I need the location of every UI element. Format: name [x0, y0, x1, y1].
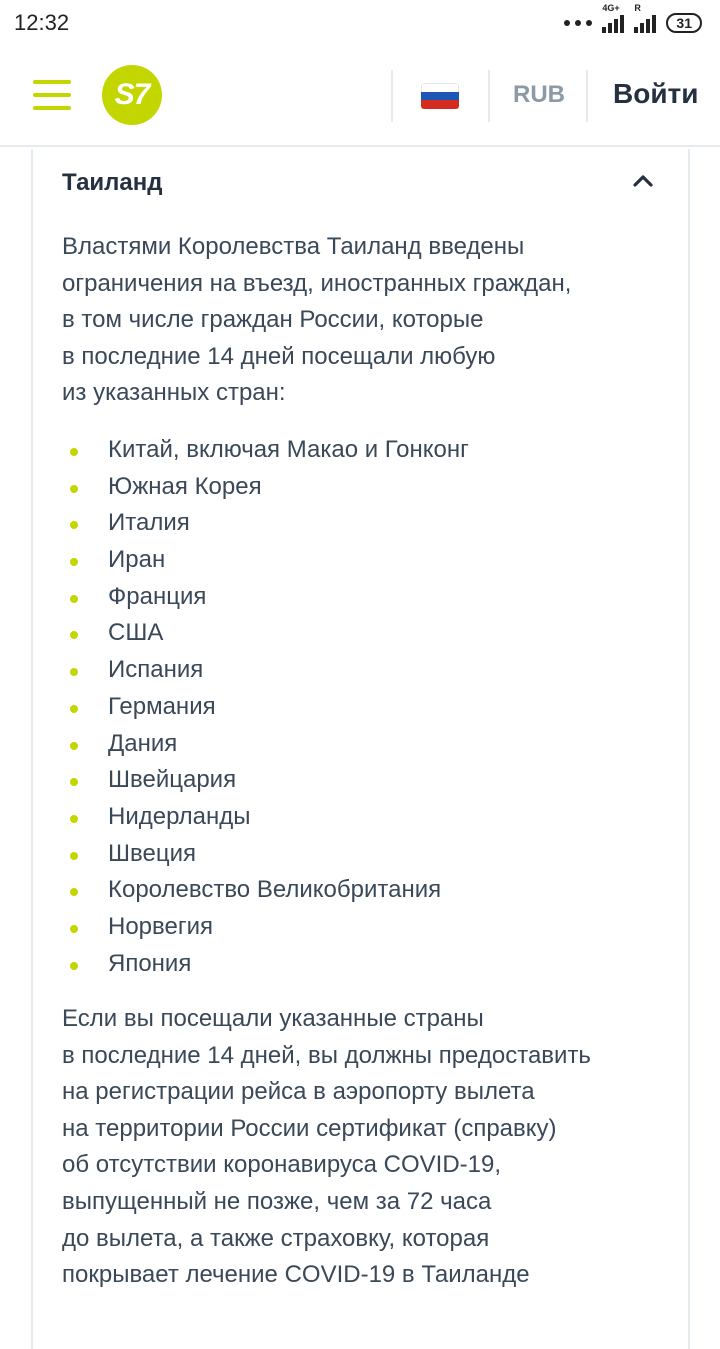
bullet-icon	[70, 742, 78, 750]
bullet-icon	[70, 521, 78, 529]
list-item	[62, 909, 469, 946]
list-item	[62, 836, 469, 873]
russian-flag-icon[interactable]	[421, 83, 459, 109]
outro-text: Если вы посещали указанные страны в последние 14 дней, вы должны предоставить на регистрации рейса в аэропорту вылета на территории России сертификат (справку) об отсутствии коронавируса COVID-19, выпущенный не позже, чем за 72 часа до вылета, а также страховку, которая покрывает лечение COVID-19 в Таиланде	[62, 1005, 591, 1289]
list-item	[62, 579, 469, 616]
list-item	[62, 652, 469, 689]
list-item	[62, 762, 469, 799]
country-name: Нидерланды	[108, 802, 251, 830]
signal-roaming-icon: R	[634, 13, 656, 33]
signal-4g-icon: 4G+	[602, 13, 624, 33]
bullet-icon	[70, 962, 78, 970]
bullet-icon	[70, 668, 78, 676]
status-time: 12:32	[14, 10, 70, 35]
list-item	[62, 726, 469, 763]
intro-text: Властями Королевства Таиланд введены ограничения на въезд, иностранных граждан, в том числе граждан России, которые в последние 14 дней посещали любую из указанных стран:	[62, 233, 572, 407]
divider	[391, 70, 393, 122]
bullet-icon	[70, 595, 78, 603]
chevron-up-icon[interactable]	[629, 171, 657, 191]
list-item	[62, 689, 469, 726]
battery-level: 31	[676, 15, 692, 31]
bullet-icon	[70, 778, 78, 786]
country-name: Швеция	[108, 839, 196, 867]
country-name: США	[108, 619, 164, 647]
country-name: Королевство Великобритания	[108, 876, 442, 904]
country-name: Южная Корея	[108, 472, 262, 500]
list-item	[62, 505, 469, 542]
accordion-title[interactable]: Таиланд	[62, 169, 163, 196]
bullet-icon	[70, 815, 78, 823]
status-bar	[0, 0, 720, 46]
login-button[interactable]: Войти	[613, 78, 699, 109]
country-name: Швейцария	[108, 766, 237, 794]
country-name: Иран	[108, 546, 166, 574]
bullet-icon	[70, 558, 78, 566]
country-list	[62, 432, 469, 982]
bullet-icon	[70, 852, 78, 860]
app-header	[0, 46, 720, 147]
currency-selector[interactable]: RUB	[513, 81, 565, 108]
country-name: Испания	[108, 656, 204, 684]
country-name: Дания	[108, 729, 178, 757]
divider	[488, 70, 490, 122]
country-name: Китай, включая Макао и Гонконг	[108, 436, 469, 463]
country-name: Норвегия	[108, 912, 214, 940]
battery-icon	[666, 13, 702, 33]
country-name: Германия	[108, 692, 216, 720]
country-name: Италия	[108, 509, 190, 537]
s7-logo[interactable]	[102, 65, 162, 125]
bullet-icon	[70, 888, 78, 896]
status-icons	[564, 3, 702, 33]
list-item	[62, 469, 469, 506]
country-accordion	[31, 149, 690, 1349]
list-item	[62, 615, 469, 652]
country-name: Япония	[108, 949, 192, 977]
divider	[586, 70, 588, 122]
bullet-icon	[70, 705, 78, 713]
menu-icon[interactable]	[33, 80, 71, 110]
list-item	[62, 542, 469, 579]
bullet-icon	[70, 631, 78, 639]
country-name: Франция	[108, 582, 207, 610]
bullet-icon	[70, 448, 78, 456]
logo-text: S7	[114, 78, 150, 111]
list-item	[62, 946, 469, 983]
list-item	[62, 432, 469, 469]
list-item	[62, 799, 469, 836]
bullet-icon	[70, 925, 78, 933]
bullet-icon	[70, 485, 78, 493]
list-item	[62, 872, 469, 909]
more-dots-icon	[564, 20, 592, 26]
